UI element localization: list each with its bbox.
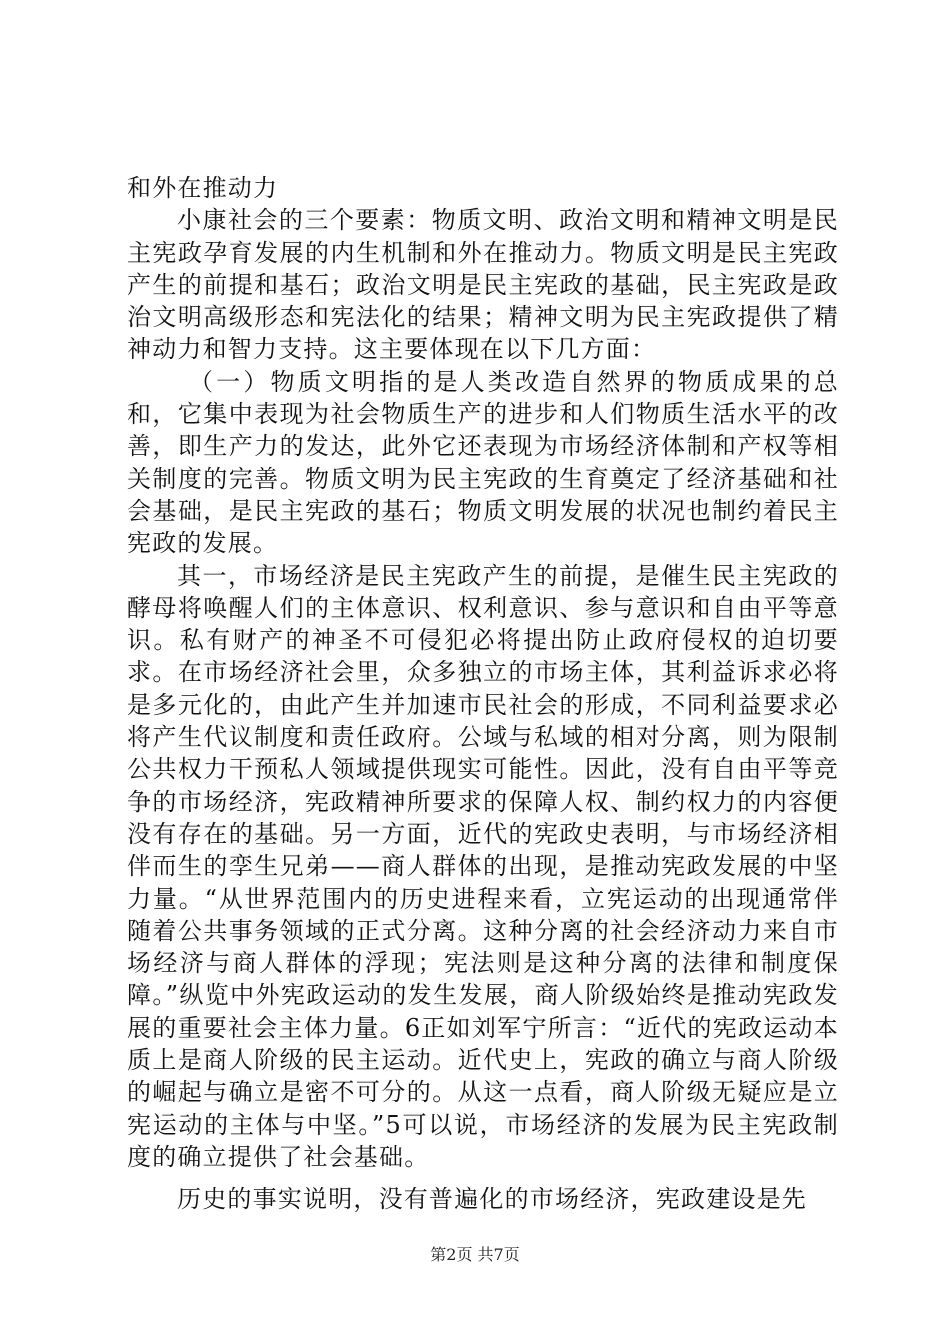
paragraph-continuation: 和外在推动力	[127, 174, 279, 202]
paragraph-material-civilization: （一）物质文明指的是人类改造自然界的物质成果的总和，它集中表现为社会物质生产的进步和人们物质生活水平的改善，即生产力的发达，此外它还表现为市场经济体制和产权等相关制度的完善。物质文明为民主宪政的生育奠定了经济基础和社会基础，是民主宪政的基石；物质文明发展的状况也制约着民主宪政的发展。	[127, 367, 839, 558]
document-body	[127, 172, 839, 1216]
paragraph-three-civilizations: 小康社会的三个要素：物质文明、政治文明和精神文明是民主宪政孕育发展的内生机制和外在推动力。物质文明是民主宪政产生的前提和基石；政治文明是民主宪政的基础，民主宪政是政治文明高级形态和宪法化的结果；精神文明为民主宪政提供了精神动力和智力支持。这主要体现在以下几方面：	[127, 206, 839, 364]
paragraph-market-economy: 其一，市场经济是民主宪政产生的前提，是催生民主宪政的酵母将唤醒人们的主体意识、权利意识、参与意识和自由平等意识。私有财产的神圣不可侵犯必将提出防止政府侵权的迫切要求。在市场经济社会里，众多独立的市场主体，其利益诉求必将是多元化的，由此产生并加速市民社会的形成，不同利益要求必将产生代议制度和责任政府。公域与私域的相对分离，则为限制公共权力干预私人领域提供现实可能性。因此，没有自由平等竞争的市场经济，宪政精神所要求的保障人权、制约权力的内容便没有存在的基础。另一方面，近代的宪政史表明，与市场经济相伴而生的孪生兄弟——商人群体的出现，是推动宪政发展的中坚力量。“从世界范围内的历史进程来看，立宪运动的出现通常伴随着公共事务领域的正式分离。这种分离的社会经济动力来自市场经济与商人群体的浮现；宪法则是这种分离的法律和制度保障。”纵览中外宪政运动的发生发展，商人阶级始终是推动宪政发展的重要社会主体力量。6正如刘军宁所言：“近代的宪政运动本质上是商人阶级的民主运动。近代史上，宪政的确立与商人阶级的崛起与确立是密不可分的。从这一点看，商人阶级无疑应是立宪运动的主体与中坚。”5可以说，市场经济的发展为民主宪政制度的确立提供了社会基础。	[127, 561, 839, 1171]
paragraph-historical-facts: 历史的事实说明，没有普遍化的市场经济，宪政建设是先	[177, 1185, 807, 1214]
page-number-footer: 第2页 共7页	[430, 1245, 520, 1264]
